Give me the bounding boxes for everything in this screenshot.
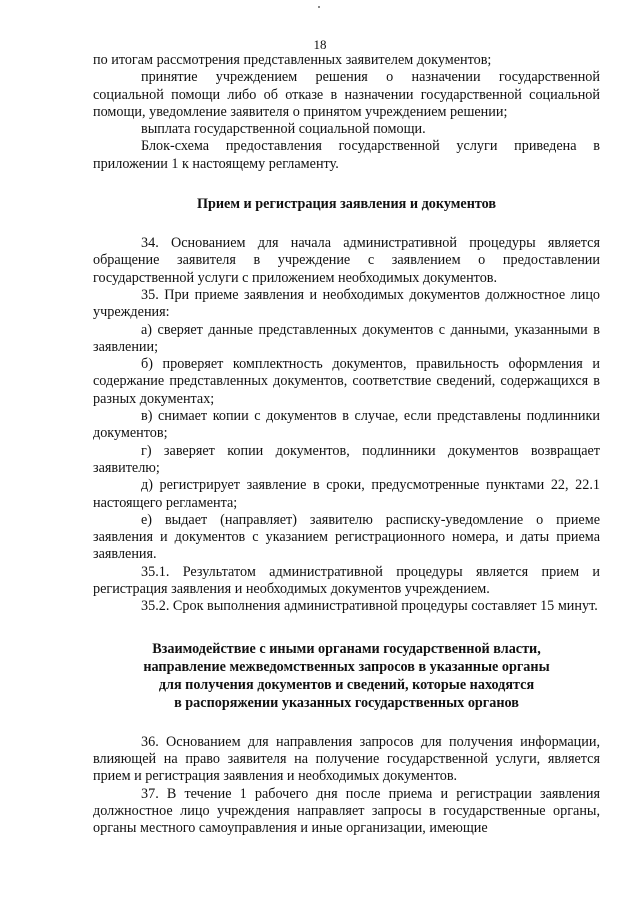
scan-artifact	[318, 6, 320, 8]
section-heading-line: направление межведомственных запросов в указанные органы	[143, 658, 550, 675]
section-heading: Прием и регистрация заявления и документов	[196, 196, 497, 213]
paragraph: 34. Основанием для начала административной процедуры является обращение заявителя в учреждение с заявлением о предоставлении государственной услуги с приложением необходимых документов.	[93, 235, 600, 286]
section-heading-line: для получения документов и сведений, которые находятся	[158, 676, 535, 693]
list-item: е) выдает (направляет) заявителю расписку-уведомление о приеме заявления и документов с указанием регистрационного номера, и даты приема заявления.	[93, 511, 600, 563]
paragraph: по итогам рассмотрения представленных заявителем документов;	[93, 52, 492, 68]
list-item: а) сверяет данные представленных документов с данными, указанными в заявлении;	[93, 321, 600, 355]
paragraph: 35.1. Результатом административной процедуры является прием и регистрация заявления и необходимых документов учреждением.	[93, 563, 600, 598]
paragraph: выплата государственной социальной помощи.	[141, 121, 426, 138]
paragraph: 35. При приеме заявления и необходимых документов должностное лицо учреждения:	[93, 286, 600, 321]
paragraph: 35.2. Срок выполнения административной процедуры составляет 15 минут.	[141, 598, 598, 615]
document-body	[93, 52, 600, 837]
list-item: б) проверяет комплектность документов, правильность оформления и содержание представленных документов, соответствие сведений, содержащихся в разных документах;	[93, 356, 600, 407]
section-heading-line: в распоряжении указанных государственных органов	[174, 694, 519, 711]
list-item: д) регистрирует заявление в сроки, предусмотренные пунктами 22, 22.1 настоящего регламента;	[93, 477, 600, 511]
paragraph: принятие учреждением решения о назначении государственной социальной помощи либо об отказе в назначении государственной социальной помощи, уведомление заявителя о принятом учреждением решении;	[93, 69, 600, 120]
paragraph: 36. Основанием для направления запросов для получения информации, влияющей на право заявителя на получение государственной услуги, является прием и регистрация заявления и необходимых документов.	[93, 733, 600, 785]
paragraph: 37. В течение 1 рабочего дня после приема и регистрации заявления должностное лицо учреждения направляет запросы в государственные органы, органы местного самоуправления и иные организации, имеющие	[93, 785, 600, 837]
section-heading-line: Взаимодействие с иными органами государственной власти,	[152, 640, 541, 657]
list-item: г) заверяет копии документов, подлинники документов возвращает заявителю;	[93, 442, 600, 476]
list-item: в) снимает копии с документов в случае, если представлены подлинники документов;	[93, 408, 600, 442]
paragraph: Блок-схема предоставления государственной услуги приведена в приложении 1 к настоящему регламенту.	[93, 138, 600, 172]
page-number: 18	[313, 37, 327, 52]
